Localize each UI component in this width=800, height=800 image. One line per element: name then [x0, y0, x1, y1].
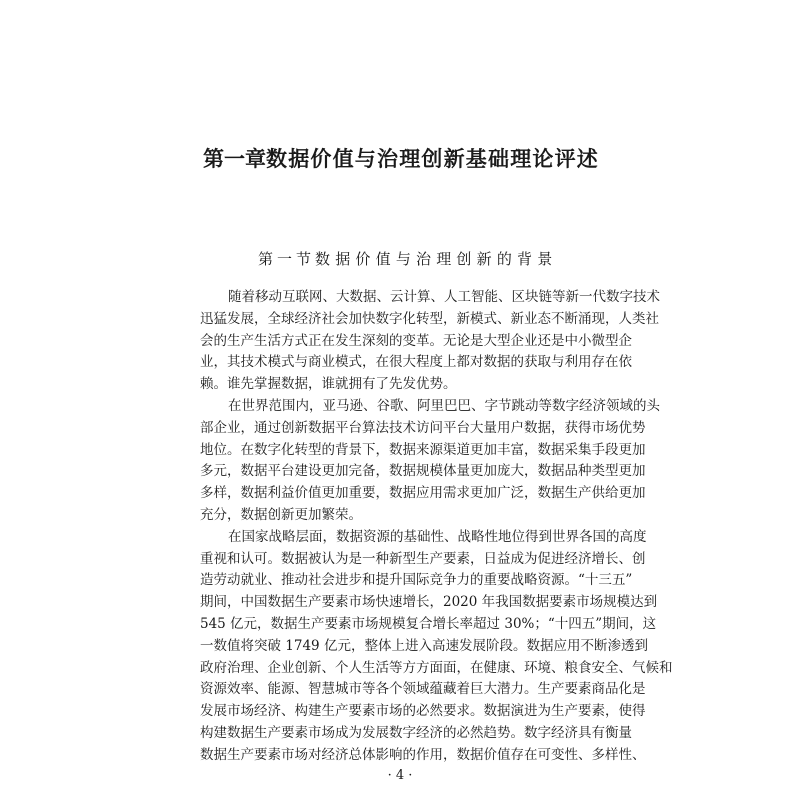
text-line: 重视和认可。数据被认为是一种新型生产要素，日益成为促进经济增长、创 [200, 550, 646, 567]
text-line: 造劳动就业、推动社会进步和提升国际竞争力的重要战略资源。“十三五” [200, 572, 633, 589]
section-title [258, 248, 558, 270]
paragraph [200, 396, 660, 527]
text-line: 多元，数据平台建设更加完备，数据规模体量更加庞大，数据品种类型更加 [200, 463, 646, 480]
paragraph [200, 287, 660, 396]
chapter-title-text: 数据价值与治理创新基础理论评述 [266, 146, 599, 171]
text-line: 数据生产要素市场对经济总体影响的作用，数据价值存在可变性、多样性、 [200, 746, 646, 763]
text-line: 在国家战略层面，数据资源的基础性、战略性地位得到世界各国的高度 [228, 528, 647, 545]
text-line: 资源效率、能源、智慧城市等各个领域蕴藏着巨大潜力。生产要素商品化是 [200, 681, 646, 698]
text-line: 赖。谁先掌握数据，谁就拥有了先发优势。 [200, 376, 457, 393]
text-line: 多样，数据利益价值更加重要，数据应用需求更加广泛，数据生产供给更加 [200, 485, 646, 502]
chapter-title [203, 145, 598, 173]
text-line: 会的生产生活方式正在发生深刻的变革。无论是大型企业还是中小微型企 [200, 332, 632, 349]
text-line: 部企业，通过创新数据平台算法技术访问平台大量用户数据，获得市场优势 [200, 419, 646, 436]
page-number: · 4 · [387, 768, 413, 783]
text-line: 在世界范围内，亚马逊、谷歌、阿里巴巴、字节跳动等数字经济领域的头 [228, 397, 660, 414]
text-line: 期间，中国数据生产要素市场快速增长，2020 年我国数据要素市场规模达到 [200, 594, 658, 611]
text-line: 政府治理、企业创新、个人生活等方方面面，在健康、环境、粮食安全、气候和 [200, 659, 673, 676]
text-line: 构建数据生产要素市场成为发展数字经济的必然趋势。数字经济具有衡量 [200, 724, 632, 741]
text-line: 发展市场经济、构建生产要素市场的必然要求。数据演进为生产要素，使得 [200, 703, 646, 720]
body-text [200, 287, 673, 767]
text-line: 充分，数据创新更加繁荣。 [200, 506, 362, 523]
text-line: 地位。在数字化转型的背景下，数据来源渠道更加丰富，数据采集手段更加 [200, 441, 646, 458]
section-title-text: 数据价值与治理创新的背景 [315, 250, 558, 268]
text-line: 迅猛发展，全球经济社会加快数字化转型，新模式、新业态不断涌现，人类社 [200, 310, 659, 327]
paragraph [200, 527, 673, 767]
text-line: 545 亿元，数据生产要素市场规模复合增长率超过 30%；“十四五”期间，这 [200, 615, 657, 632]
section-label: 第一节 [258, 250, 316, 268]
chapter-label: 第一章 [203, 146, 266, 171]
text-line: 随着移动互联网、大数据、云计算、人工智能、区块链等新一代数字技术 [228, 289, 660, 305]
text-line: 业，其技术模式与商业模式，在很大程度上都对数据的获取与利用存在依 [200, 354, 632, 371]
text-line: 一数值将突破 1749 亿元，整体上进入高速发展阶段。数据应用不断渗透到 [200, 637, 648, 654]
